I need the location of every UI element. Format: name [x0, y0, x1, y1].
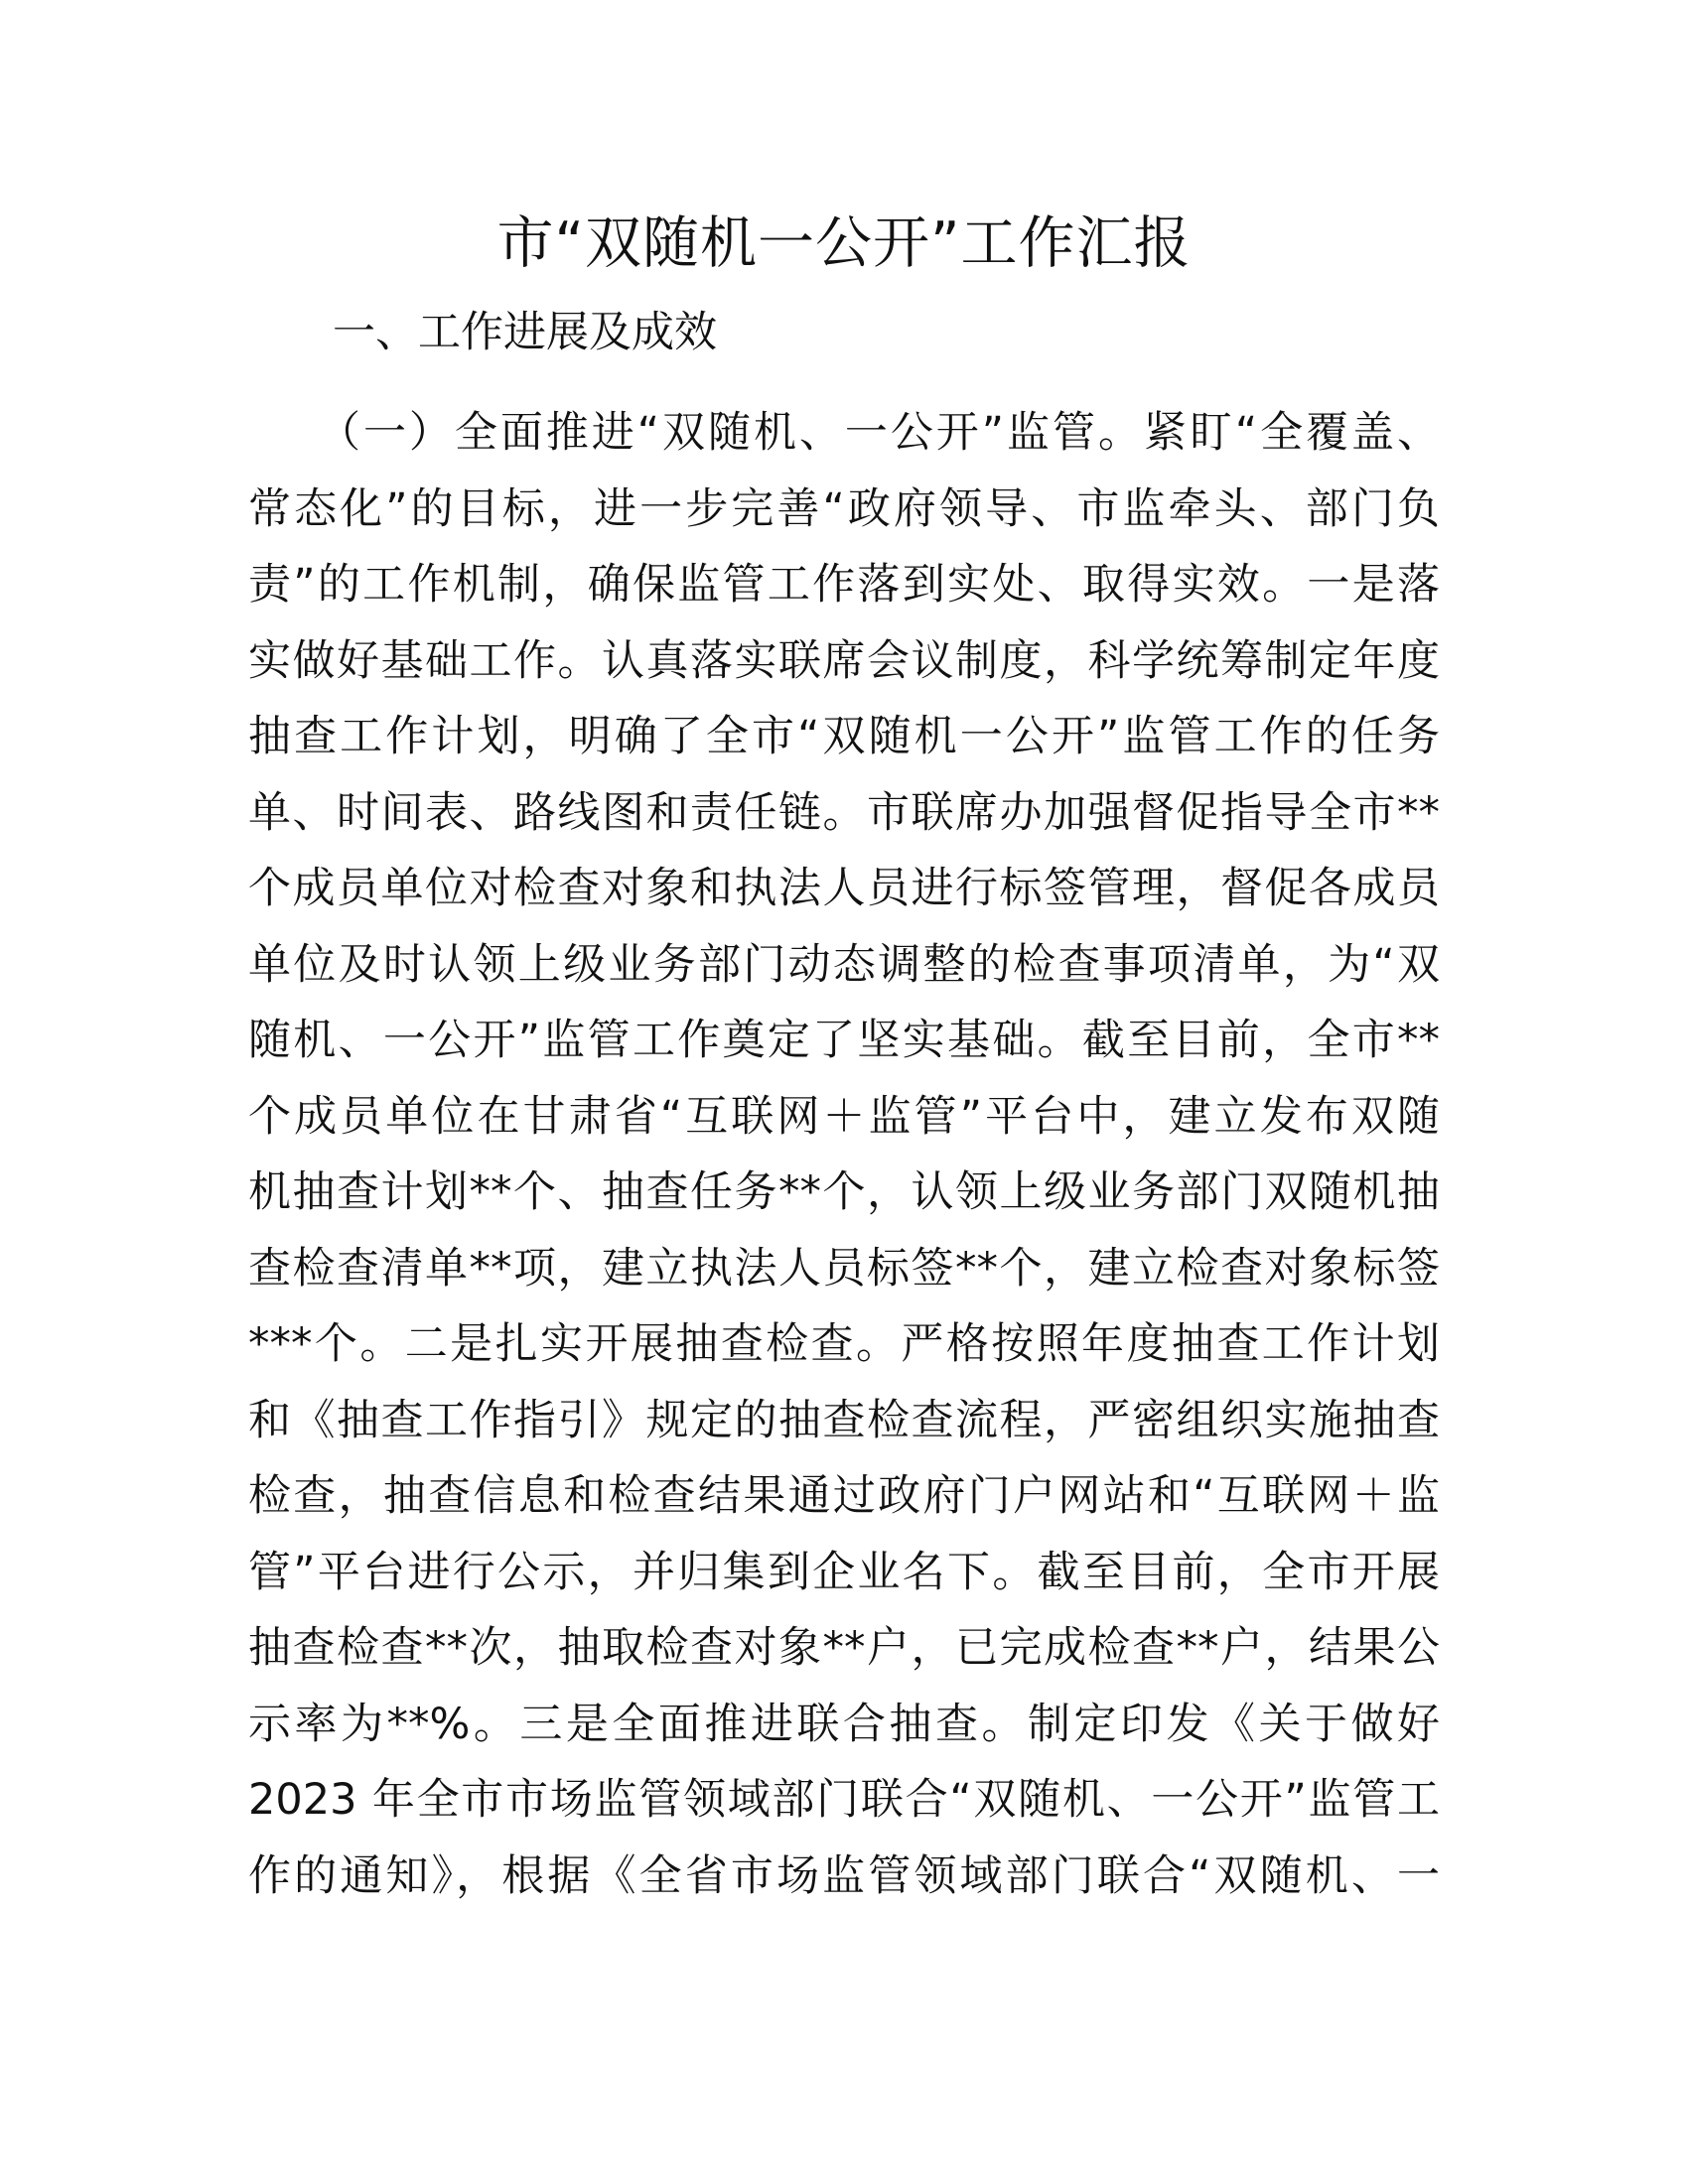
- paragraph-line: 查检查清单**项，建立执法人员标签**个，建立检查对象标签: [248, 1243, 1440, 1294]
- paragraph-line: 责”的工作机制，确保监管工作落到实处、取得实效。一是落: [248, 560, 1440, 610]
- body-paragraph: [248, 395, 1440, 1914]
- section-heading: 一、工作进展及成效: [333, 308, 717, 357]
- paragraph-line: 随机、一公开”监管工作奠定了坚实基础。截至目前，全市**: [248, 1016, 1440, 1065]
- document-title: 市“双随机一公开”工作汇报: [496, 210, 1192, 276]
- paragraph-line: 2023 年全市市场监管领域部门联合“双随机、一公开”监管工: [248, 1775, 1440, 1825]
- paragraph-line: ***个。二是扎实开展抽查检查。严格按照年度抽查工作计划: [248, 1319, 1440, 1369]
- paragraph-line: 作的通知》，根据《全省市场监管领域部门联合“双随机、一: [248, 1850, 1440, 1901]
- paragraph-line: 检查，抽查信息和检查结果通过政府门户网站和“互联网＋监: [248, 1471, 1440, 1521]
- paragraph-line: 常态化”的目标，进一步完善“政府领导、市监牵头、部门负: [248, 483, 1440, 534]
- paragraph-line: 示率为**%。三是全面推进联合抽查。制定印发《关于做好: [248, 1699, 1440, 1749]
- paragraph-line: 和《抽查工作指引》规定的抽查检查流程，严密组织实施抽查: [248, 1395, 1440, 1445]
- paragraph-line: 管”平台进行公示，并归集到企业名下。截至目前，全市开展: [248, 1547, 1440, 1597]
- paragraph-line: 机抽查计划**个、抽查任务**个，认领上级业务部门双随机抽: [248, 1167, 1440, 1217]
- paragraph-line: 个成员单位对检查对象和执法人员进行标签管理，督促各成员: [248, 864, 1440, 913]
- paragraph-line: 实做好基础工作。认真落实联席会议制度，科学统筹制定年度: [248, 635, 1440, 686]
- paragraph-line: 个成员单位在甘肃省“互联网＋监管”平台中，建立发布双随: [248, 1091, 1440, 1142]
- paragraph-line: 抽查检查**次，抽取检查对象**户，已完成检查**户，结果公: [248, 1623, 1440, 1673]
- paragraph-line: 单、时间表、路线图和责任链。市联席办加强督促指导全市**: [248, 787, 1440, 838]
- paragraph-line: （一）全面推进“双随机、一公开”监管。紧盯“全覆盖、: [318, 408, 1440, 458]
- paragraph-line: 单位及时认领上级业务部门动态调整的检查事项清单，为“双: [248, 939, 1440, 990]
- paragraph-line: 抽查工作计划，明确了全市“双随机一公开”监管工作的任务: [248, 712, 1440, 761]
